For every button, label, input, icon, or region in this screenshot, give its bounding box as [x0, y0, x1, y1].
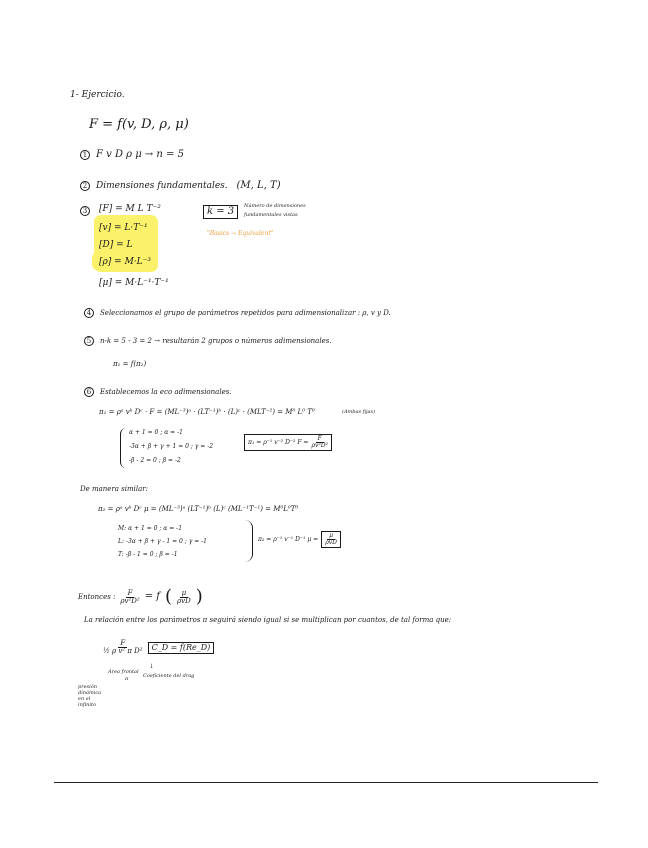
arrow-down-icon: ↓: [149, 663, 155, 670]
k-note-1: Número de dimensiones: [244, 203, 306, 209]
pi1-denominator: ρv²D²: [311, 442, 329, 449]
rhs-numerator: μ: [181, 588, 187, 597]
paren-left: (: [164, 586, 172, 607]
area-note: Área frontal: [108, 669, 139, 675]
final-result: [103, 640, 214, 655]
relation-text: La relación entre los parámetros π seguirá siendo igual si se multiplican por cuantos, de tal forma que:: [84, 616, 452, 624]
k-box: k = 3: [203, 205, 238, 219]
main-equation: F = f(v, D, ρ, μ): [89, 117, 189, 132]
step-number: 5: [84, 336, 94, 346]
step-1: [80, 150, 184, 160]
pi2-equation: π₂ = ρᵃ vᵇ Dᶜ μ = (ML⁻³)ᵃ (LT⁻¹)ᵇ (L)ᶜ (ML⁻¹T⁻¹) = M⁰L⁰T⁰: [98, 505, 299, 513]
final-numerator: F: [120, 639, 126, 647]
conclusion-rhs: [177, 590, 191, 605]
pi1-numerator: F: [317, 435, 322, 442]
step-5: [84, 336, 332, 346]
step-number: 4: [84, 308, 94, 318]
final-denominator: ½ ρ v² π D²: [103, 647, 143, 655]
dim-density: [ρ] = M·L⁻³: [99, 257, 151, 267]
orange-note: "Basics → Equivalent": [207, 230, 274, 237]
step-4: [84, 308, 391, 318]
system-eq-1: α + 1 = 0 ; α = -1: [129, 429, 183, 436]
pi-label: π: [125, 676, 129, 682]
dim-diameter: [D] = L: [99, 240, 133, 250]
pi2-result: π₂ = ρ⁻¹ v⁻¹ D⁻¹ μ =: [258, 535, 319, 543]
conclusion-lhs: [120, 590, 139, 605]
step-text: Dimensiones fundamentales.: [96, 181, 228, 191]
l-equation: L: -3α + β + γ - 1 = 0 ; γ = -1: [118, 538, 207, 545]
step-3-number: 3: [80, 206, 96, 216]
m-equation: M: α + 1 = 0 ; α = -1: [118, 525, 183, 532]
pi1-result-box: [244, 434, 332, 451]
rhs-denominator: ρvD: [177, 596, 191, 605]
dim-viscosity: [μ] = M·L⁻¹·T⁻¹: [99, 278, 169, 288]
dim-force: [F] = M L T⁻²: [99, 204, 161, 214]
step-6: [84, 387, 232, 397]
pi1-fraction: [311, 436, 328, 449]
drag-coefficient-box: C_D = f(Re_D): [148, 642, 215, 654]
system-bracket: [120, 428, 127, 468]
pi-relation: π₁ = f(π₂): [113, 360, 147, 368]
step-number: 2: [80, 181, 90, 191]
paren-right: ): [195, 586, 203, 607]
page-divider: [54, 782, 598, 783]
pi1-result: π₁ = ρ⁻¹ v⁻² D⁻² F =: [248, 438, 309, 446]
pi2-result-line: [258, 531, 341, 548]
pi2-numerator: μ: [329, 532, 334, 539]
similar-intro: De manera similar:: [80, 485, 149, 493]
step-text: Establecemos la eco adimensionales.: [100, 388, 232, 396]
step-number: 6: [84, 387, 94, 397]
dim-velocity: [v] = L·T⁻¹: [99, 223, 148, 233]
conclusion-label: Entonces :: [78, 592, 116, 601]
arrow-note: Coeficiente del drag: [143, 673, 195, 679]
k-note-2: fundamentales vistas: [244, 212, 298, 218]
margin-note: presión dinámica en el infinito: [78, 684, 102, 708]
system-eq-3: -β - 2 = 0 ; β = -2: [129, 457, 181, 464]
pi1-equation: π₁ = ρᵃ vᵇ Dᶜ · F = (ML⁻³)ᵃ · (LT⁻¹)ᵇ · (L)ᶜ · (MLT⁻²) = M⁰ L⁰ T⁰: [99, 408, 315, 416]
pi2-fraction: [321, 531, 341, 548]
conclusion: [78, 588, 203, 606]
t-equation: T: -β - 1 = 0 ; β = -1: [118, 551, 178, 558]
conclusion-func: = f: [144, 591, 160, 602]
exercise-title: 1- Ejercicio.: [70, 90, 125, 100]
system-bracket: [244, 520, 253, 562]
step-text: F v D ρ μ → n = 5: [96, 149, 184, 160]
lhs-denominator: ρv²D²: [120, 596, 140, 605]
final-fraction: [103, 640, 143, 655]
side-note: (Ambas fijas): [342, 409, 376, 415]
step-text: Seleccionamos el grupo de parámetros repetidos para adimensionalizar : ρ, v y D.: [100, 309, 391, 317]
system-eq-2: -3α + β + γ + 1 = 0 ; γ = -2: [129, 443, 214, 450]
dimensions-list: (M, L, T): [236, 180, 281, 191]
pi2-denominator: ρvD: [325, 539, 337, 546]
step-number: 1: [80, 150, 90, 160]
lhs-numerator: F: [127, 588, 133, 597]
step-2: [80, 181, 281, 191]
step-text: n-k = 5 - 3 = 2 → resultarán 2 grupos o números adimensionales.: [100, 337, 332, 345]
